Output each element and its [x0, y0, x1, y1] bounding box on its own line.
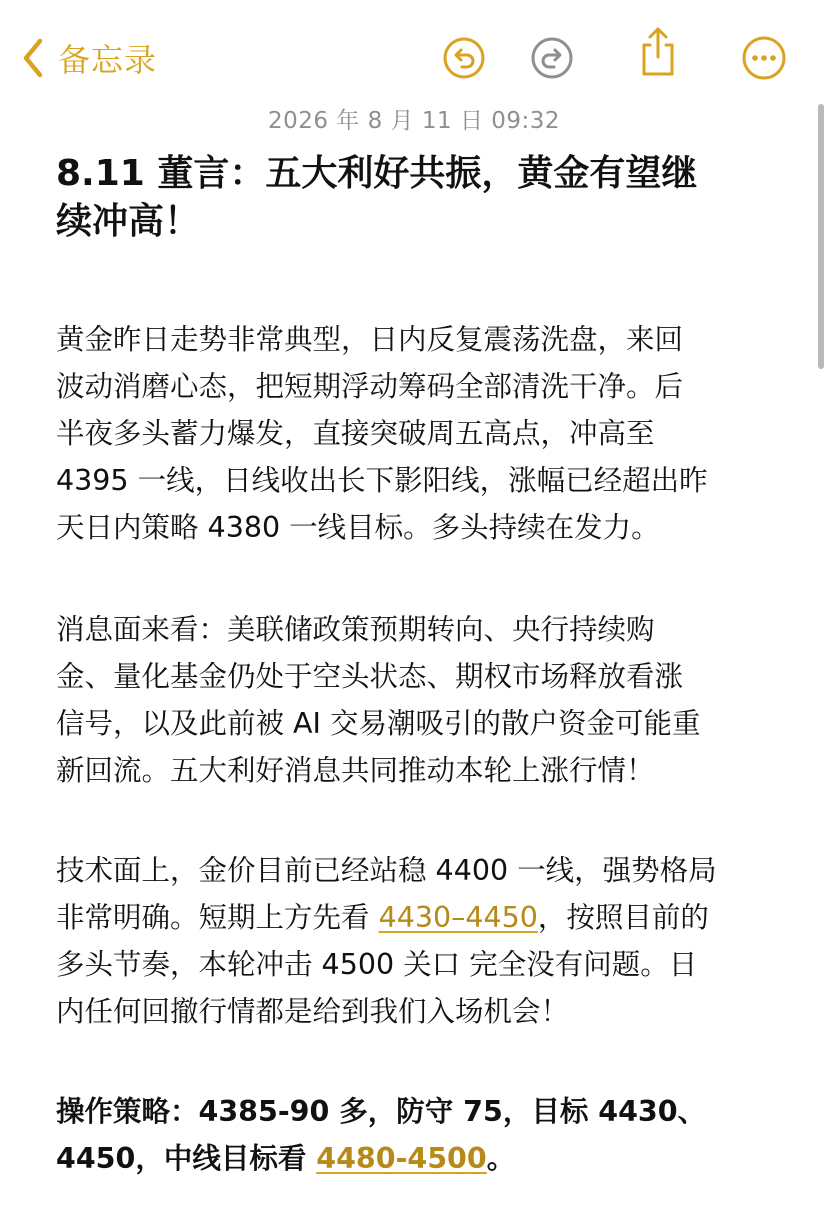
- text-line: 天日内策略 4380 一线目标。多头持续在发力。: [56, 511, 660, 544]
- paragraph-technical[interactable]: [56, 847, 776, 1035]
- text-line: 新回流。五大利好消息共同推动本轮上涨行情！: [56, 754, 655, 787]
- text-line: 。: [486, 1142, 516, 1175]
- text-line: 操作策略：4385-90 多，防守 75，目标 4430、: [56, 1095, 707, 1128]
- text-line: 多头节奏，本轮冲击 4500 关口 完全没有问题。日: [56, 948, 698, 981]
- text-line: 金、量化基金仍处于空头状态、期权市场释放看涨: [56, 660, 684, 693]
- note-date: 2026 年 8 月 11 日 09:32: [267, 108, 561, 134]
- text-line: 信号，以及此前被 AI 交易潮吸引的散户资金可能重: [56, 707, 701, 740]
- text-line: 黄金昨日走势非常典型，日内反复震荡洗盘，来回: [56, 323, 684, 356]
- share-icon: [636, 25, 680, 79]
- chevron-left-icon: [22, 38, 44, 78]
- more-icon: [741, 35, 787, 81]
- note-title[interactable]: [56, 150, 776, 246]
- paragraph-news[interactable]: [56, 606, 776, 794]
- text-line: 4450，中线目标看: [56, 1142, 317, 1175]
- undo-icon: [442, 36, 486, 80]
- redo-icon: [530, 36, 574, 80]
- text-line: 波动消磨心态，把短期浮动筹码全部清洗干净。后: [56, 370, 684, 403]
- more-button[interactable]: [740, 34, 788, 82]
- back-button[interactable]: [22, 36, 157, 80]
- target-range-link[interactable]: 4480-4500: [316, 1142, 487, 1175]
- text-line: 内任何回撤行情都是给到我们入场机会！: [56, 995, 570, 1028]
- undo-button[interactable]: [440, 34, 488, 82]
- back-label: 备忘录: [58, 41, 158, 79]
- text-line: 4395 一线，日线收出长下影阳线，涨幅已经超出昨: [56, 464, 708, 497]
- navigation-bar: [0, 0, 828, 100]
- scroll-indicator[interactable]: [818, 104, 824, 369]
- text-line: 非常明确。短期上方先看: [56, 901, 379, 934]
- text-line: ，按照目前的: [537, 901, 709, 934]
- paragraph-strategy[interactable]: [56, 1088, 776, 1182]
- text-line: 技术面上，金价目前已经站稳 4400 一线，强势格局: [56, 854, 717, 887]
- title-line: 8.11 董言：五大利好共振，黄金有望继: [56, 153, 698, 194]
- paragraph-market-review[interactable]: [56, 316, 776, 551]
- text-line: 半夜多头蓄力爆发，直接突破周五高点，冲高至: [56, 417, 655, 450]
- price-range-link[interactable]: 4430–4450: [378, 901, 538, 934]
- share-button[interactable]: [634, 28, 682, 76]
- text-line: 消息面来看：美联储政策预期转向、央行持续购: [56, 613, 655, 646]
- title-line: 续冲高！: [56, 201, 201, 242]
- redo-button[interactable]: [528, 34, 576, 82]
